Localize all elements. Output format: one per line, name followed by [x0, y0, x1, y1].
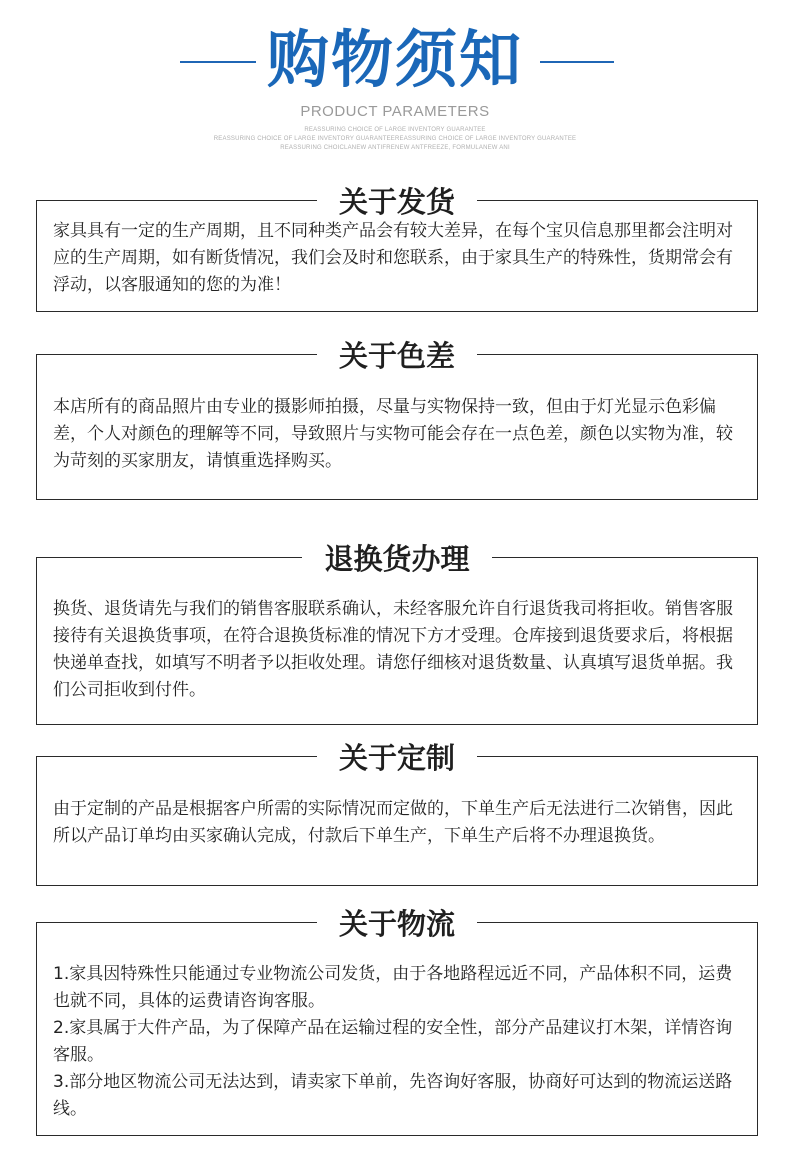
section-title: 关于发货: [36, 184, 758, 220]
paragraph: 3.部分地区物流公司无法达到，请卖家下单前，先咨询好客服，协商好可达到的物流运送路线。: [53, 1072, 733, 1119]
section-body: [53, 218, 743, 299]
paragraph: 1.家具因特殊性只能通过专业物流公司发货，由于各地路程远近不同，产品体积不同，运费也就不同，具体的运费请咨询客服。: [53, 964, 733, 1011]
section-title: 退换货办理: [36, 541, 758, 577]
section-body: [53, 961, 743, 1123]
paragraph: 由于定制的产品是根据客户所需的实际情况而定做的，下单生产后无法进行二次销售，因此所以产品订单均由买家确认完成，付款后下单生产，下单生产后将不办理退换货。: [53, 799, 733, 846]
paragraph: 本店所有的商品照片由专业的摄影师拍摄，尽量与实物保持一致，但由于灯光显示色彩偏差，个人对颜色的理解等不同，导致照片与实物可能会存在一点色差，颜色以实物为准，较为苛刻的买家朋友，请慎重选择购买。: [53, 397, 733, 471]
section-title: 关于物流: [36, 906, 758, 942]
section-body: [53, 796, 743, 850]
page-subtitle: PRODUCT PARAMETERS: [300, 103, 490, 120]
fine-print-line: REASSURING CHOICE OF LARGE INVENTORY GUARANTEEREASSURING CHOICE OF LARGE INVENTORY GUARANTEE: [213, 136, 577, 142]
paragraph: 换货、退货请先与我们的销售客服联系确认，未经客服允许自行退货我司将拒收。销售客服接待有关退换货事项，在符合退换货标准的情况下方才受理。仓库接到退货要求后，将根据快递单查找，如填写不明者予以拒收处理。请您仔细核对退货数量、认真填写退货单据。我们公司拒收到付件。: [53, 599, 733, 700]
page-header: [0, 0, 790, 170]
section-body: [53, 596, 743, 704]
fine-print-line: REASSURING CHOICE OF LARGE INVENTORY GUARANTEE: [304, 127, 486, 133]
page-title: 购物须知: [266, 23, 523, 96]
section-title: 关于定制: [36, 740, 758, 776]
section-body: [53, 394, 743, 475]
fine-print-line: REASSURING CHOICLANEW ANTIFRENEW ANTFREEZE, FORMULANEW ANI: [280, 145, 510, 151]
paragraph: 2.家具属于大件产品，为了保障产品在运输过程的安全性，部分产品建议打木架，详情咨询客服。: [53, 1018, 733, 1065]
paragraph: 家具具有一定的生产周期，且不同种类产品会有较大差异，在每个宝贝信息那里都会注明对应的生产周期，如有断货情况，我们会及时和您联系，由于家具生产的特殊性，货期常会有浮动，以客服通知的您的为准！: [53, 221, 733, 295]
section-title: 关于色差: [36, 338, 758, 374]
